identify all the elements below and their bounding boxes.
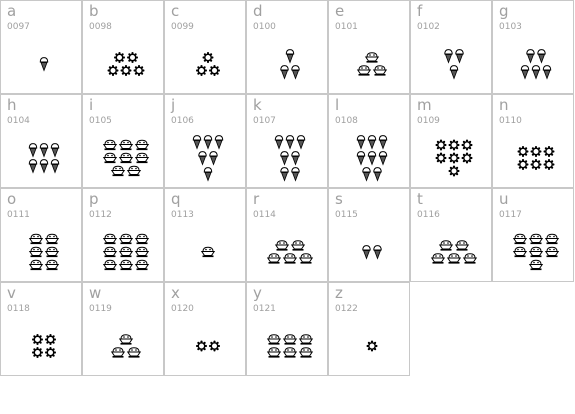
ice-cream-cone-icon	[204, 136, 211, 149]
ice-cream-cone-icon	[374, 168, 381, 181]
ice-cream-cone-icon	[286, 50, 293, 63]
flower-icon	[45, 334, 56, 345]
ice-cream-sundae-icon	[30, 247, 42, 257]
ice-cream-sundae-icon	[448, 254, 460, 264]
ice-cream-cone-icon	[51, 160, 58, 173]
glyph-cell	[410, 94, 492, 188]
glyph-cell	[246, 282, 328, 376]
cell-code: 0112	[89, 210, 112, 220]
flower-icon	[196, 65, 207, 76]
ice-cream-sundae-icon	[104, 260, 116, 270]
cell-letter: k	[253, 96, 262, 114]
ice-cream-sundae-glyph-group	[411, 227, 493, 277]
glyph-cell	[0, 94, 82, 188]
glyph-cell	[0, 282, 82, 376]
ice-cream-sundae-icon	[300, 348, 312, 358]
ice-cream-sundae-glyph-group	[329, 39, 411, 89]
cell-code: 0097	[7, 22, 30, 32]
ice-cream-sundae-icon	[268, 348, 280, 358]
cell-letter: q	[171, 190, 181, 208]
ice-cream-sundae-glyph-group	[247, 321, 329, 371]
cell-letter: a	[7, 2, 17, 20]
ice-cream-cone-glyph-group	[1, 39, 83, 89]
cell-letter: o	[7, 190, 17, 208]
ice-cream-cone-icon	[199, 152, 206, 165]
ice-cream-sundae-icon	[112, 348, 124, 358]
flower-icon	[436, 140, 447, 151]
ice-cream-sundae-icon	[46, 234, 58, 244]
cell-code: 0106	[171, 116, 194, 126]
flower-glyph-group	[83, 39, 165, 89]
flower-icon	[449, 153, 460, 164]
ice-cream-cone-icon	[368, 136, 375, 149]
cell-letter: i	[89, 96, 94, 114]
ice-cream-sundae-icon	[104, 153, 116, 163]
ice-cream-cone-icon	[193, 136, 200, 149]
flower-icon	[203, 52, 214, 63]
glyph-cell	[492, 0, 574, 94]
ice-cream-sundae-icon	[514, 247, 526, 257]
glyph-cell	[328, 94, 410, 188]
flower-icon	[544, 159, 555, 170]
ice-cream-cone-icon	[281, 66, 288, 79]
cell-code: 0115	[335, 210, 358, 220]
glyph-cell	[246, 188, 328, 282]
cell-letter: g	[499, 2, 509, 20]
ice-cream-cone-icon	[445, 50, 452, 63]
ice-cream-sundae-icon	[120, 234, 132, 244]
cell-code: 0099	[171, 22, 194, 32]
cell-code: 0105	[89, 116, 112, 126]
ice-cream-sundae-glyph-group	[83, 321, 165, 371]
ice-cream-sundae-icon	[104, 140, 116, 150]
cell-letter: z	[335, 284, 343, 302]
cell-letter: s	[335, 190, 343, 208]
ice-cream-cone-icon	[363, 168, 370, 181]
cell-letter: h	[7, 96, 17, 114]
ice-cream-cone-glyph-group	[165, 133, 247, 183]
ice-cream-sundae-icon	[104, 247, 116, 257]
ice-cream-sundae-icon	[366, 53, 378, 63]
cell-code: 0116	[417, 210, 440, 220]
ice-cream-sundae-icon	[120, 153, 132, 163]
ice-cream-cone-icon	[275, 136, 282, 149]
ice-cream-sundae-icon	[284, 348, 296, 358]
glyph-cell	[410, 188, 492, 282]
ice-cream-sundae-icon	[530, 247, 542, 257]
ice-cream-cone-icon	[521, 66, 528, 79]
flower-icon	[134, 65, 145, 76]
ice-cream-sundae-icon	[546, 247, 558, 257]
cell-letter: w	[89, 284, 102, 302]
ice-cream-cone-icon	[292, 168, 299, 181]
ice-cream-sundae-icon	[284, 335, 296, 345]
ice-cream-cone-icon	[379, 136, 386, 149]
cell-code: 0107	[253, 116, 276, 126]
flower-icon	[518, 159, 529, 170]
glyph-cell	[410, 0, 492, 94]
glyph-cell	[0, 0, 82, 94]
glyph-cell	[82, 282, 164, 376]
cell-code: 0109	[417, 116, 440, 126]
flower-icon	[209, 341, 220, 352]
cell-letter: b	[89, 2, 99, 20]
ice-cream-sundae-icon	[202, 247, 214, 257]
ice-cream-sundae-icon	[112, 166, 124, 176]
ice-cream-cone-glyph-group	[247, 39, 329, 89]
ice-cream-sundae-icon	[440, 241, 452, 251]
cell-letter: x	[171, 284, 180, 302]
ice-cream-sundae-icon	[514, 234, 526, 244]
ice-cream-cone-glyph-group	[329, 133, 411, 183]
glyph-cell	[246, 94, 328, 188]
ice-cream-sundae-icon	[300, 335, 312, 345]
ice-cream-sundae-icon	[120, 260, 132, 270]
ice-cream-sundae-icon	[120, 247, 132, 257]
flower-icon	[544, 146, 555, 157]
glyph-cell	[492, 94, 574, 188]
ice-cream-cone-icon	[29, 144, 36, 157]
ice-cream-sundae-icon	[546, 234, 558, 244]
ice-cream-sundae-icon	[136, 140, 148, 150]
cell-code: 0101	[335, 22, 358, 32]
glyph-cell	[82, 188, 164, 282]
ice-cream-cone-icon	[297, 136, 304, 149]
ice-cream-cone-icon	[379, 152, 386, 165]
ice-cream-cone-icon	[538, 50, 545, 63]
ice-cream-sundae-glyph-group	[247, 227, 329, 277]
ice-cream-sundae-glyph-group	[493, 227, 575, 277]
glyph-cell	[82, 0, 164, 94]
ice-cream-cone-icon	[281, 168, 288, 181]
ice-cream-sundae-icon	[104, 234, 116, 244]
cell-letter: y	[253, 284, 262, 302]
glyph-cell	[82, 94, 164, 188]
flower-icon	[121, 65, 132, 76]
flower-icon	[209, 65, 220, 76]
ice-cream-sundae-glyph-group	[83, 227, 165, 277]
flower-glyph-group	[165, 39, 247, 89]
ice-cream-cone-glyph-group	[1, 133, 83, 183]
cell-code: 0100	[253, 22, 276, 32]
cell-letter: f	[417, 2, 423, 20]
cell-code: 0103	[499, 22, 522, 32]
ice-cream-cone-icon	[210, 152, 217, 165]
ice-cream-sundae-icon	[46, 247, 58, 257]
ice-cream-sundae-icon	[268, 254, 280, 264]
ice-cream-sundae-icon	[300, 254, 312, 264]
ice-cream-sundae-icon	[268, 335, 280, 345]
ice-cream-cone-icon	[292, 152, 299, 165]
ice-cream-cone-icon	[527, 50, 534, 63]
glyph-cell	[328, 188, 410, 282]
cell-letter: p	[89, 190, 99, 208]
glyph-cell	[0, 188, 82, 282]
flower-icon	[127, 52, 138, 63]
cell-letter: t	[417, 190, 423, 208]
ice-cream-sundae-icon	[30, 234, 42, 244]
flower-glyph-group	[493, 133, 575, 183]
ice-cream-cone-icon	[456, 50, 463, 63]
ice-cream-sundae-icon	[358, 66, 370, 76]
glyph-cell	[164, 188, 246, 282]
ice-cream-sundae-icon	[276, 241, 288, 251]
ice-cream-sundae-icon	[464, 254, 476, 264]
cell-code: 0104	[7, 116, 30, 126]
ice-cream-sundae-icon	[120, 140, 132, 150]
ice-cream-cone-icon	[51, 144, 58, 157]
flower-icon	[108, 65, 119, 76]
flower-icon	[196, 341, 207, 352]
cell-letter: j	[171, 96, 176, 114]
ice-cream-cone-icon	[450, 66, 457, 79]
ice-cream-cone-icon	[374, 246, 381, 259]
glyph-cell	[328, 0, 410, 94]
cell-code: 0111	[7, 210, 30, 220]
ice-cream-sundae-icon	[292, 241, 304, 251]
glyph-cell	[164, 94, 246, 188]
cell-code: 0119	[89, 304, 112, 314]
ice-cream-cone-glyph-group	[247, 133, 329, 183]
ice-cream-cone-icon	[204, 168, 211, 181]
ice-cream-cone-icon	[292, 66, 299, 79]
cell-code: 0102	[417, 22, 440, 32]
ice-cream-sundae-glyph-group	[1, 227, 83, 277]
glyph-cell	[246, 0, 328, 94]
flower-glyph-group	[165, 321, 247, 371]
ice-cream-cone-glyph-group	[411, 39, 493, 89]
ice-cream-sundae-icon	[120, 335, 132, 345]
ice-cream-sundae-icon	[136, 260, 148, 270]
ice-cream-sundae-icon	[136, 247, 148, 257]
glyph-cell	[164, 282, 246, 376]
ice-cream-cone-icon	[532, 66, 539, 79]
cell-letter: n	[499, 96, 509, 114]
flower-icon	[449, 140, 460, 151]
cell-letter: c	[171, 2, 180, 20]
ice-cream-cone-icon	[357, 136, 364, 149]
ice-cream-cone-icon	[29, 160, 36, 173]
flower-icon	[114, 52, 125, 63]
ice-cream-sundae-icon	[128, 166, 140, 176]
flower-icon	[449, 166, 460, 177]
ice-cream-sundae-icon	[432, 254, 444, 264]
ice-cream-cone-icon	[368, 152, 375, 165]
flower-glyph-group	[411, 133, 493, 183]
cell-code: 0121	[253, 304, 276, 314]
flower-icon	[32, 334, 43, 345]
cell-letter: l	[335, 96, 340, 114]
ice-cream-cone-icon	[357, 152, 364, 165]
glyph-cell	[328, 282, 410, 376]
ice-cream-sundae-icon	[46, 260, 58, 270]
ice-cream-sundae-icon	[530, 234, 542, 244]
ice-cream-sundae-icon	[136, 234, 148, 244]
cell-code: 0122	[335, 304, 358, 314]
cell-code: 0118	[7, 304, 30, 314]
cell-letter: r	[253, 190, 260, 208]
flower-icon	[531, 146, 542, 157]
flower-icon	[462, 140, 473, 151]
ice-cream-cone-glyph-group	[493, 39, 575, 89]
glyph-cell	[492, 188, 574, 282]
cell-code: 0114	[253, 210, 276, 220]
flower-icon	[462, 153, 473, 164]
ice-cream-sundae-icon	[284, 254, 296, 264]
ice-cream-cone-icon	[40, 144, 47, 157]
ice-cream-sundae-icon	[456, 241, 468, 251]
ice-cream-sundae-icon	[136, 153, 148, 163]
flower-icon	[531, 159, 542, 170]
cell-letter: u	[499, 190, 509, 208]
flower-icon	[45, 347, 56, 358]
ice-cream-sundae-icon	[30, 260, 42, 270]
ice-cream-cone-glyph-group	[329, 227, 411, 277]
flower-glyph-group	[1, 321, 83, 371]
ice-cream-cone-icon	[286, 136, 293, 149]
flower-glyph-group	[329, 321, 411, 371]
cell-code: 0117	[499, 210, 522, 220]
flower-icon	[32, 347, 43, 358]
ice-cream-cone-icon	[363, 246, 370, 259]
ice-cream-cone-icon	[40, 160, 47, 173]
cell-letter: v	[7, 284, 16, 302]
flower-icon	[367, 341, 378, 352]
ice-cream-sundae-icon	[530, 260, 542, 270]
ice-cream-cone-icon	[215, 136, 222, 149]
flower-icon	[436, 153, 447, 164]
ice-cream-sundae-glyph-group	[83, 133, 165, 183]
cell-letter: d	[253, 2, 263, 20]
ice-cream-sundae-icon	[128, 348, 140, 358]
ice-cream-sundae-glyph-group	[165, 227, 247, 277]
ice-cream-cone-icon	[281, 152, 288, 165]
cell-code: 0113	[171, 210, 194, 220]
ice-cream-sundae-icon	[374, 66, 386, 76]
ice-cream-cone-icon	[40, 58, 47, 71]
cell-letter: e	[335, 2, 345, 20]
cell-code: 0098	[89, 22, 112, 32]
cell-letter: m	[417, 96, 432, 114]
cell-code: 0108	[335, 116, 358, 126]
ice-cream-cone-icon	[543, 66, 550, 79]
flower-icon	[518, 146, 529, 157]
cell-code: 0120	[171, 304, 194, 314]
cell-code: 0110	[499, 116, 522, 126]
glyph-cell	[164, 0, 246, 94]
